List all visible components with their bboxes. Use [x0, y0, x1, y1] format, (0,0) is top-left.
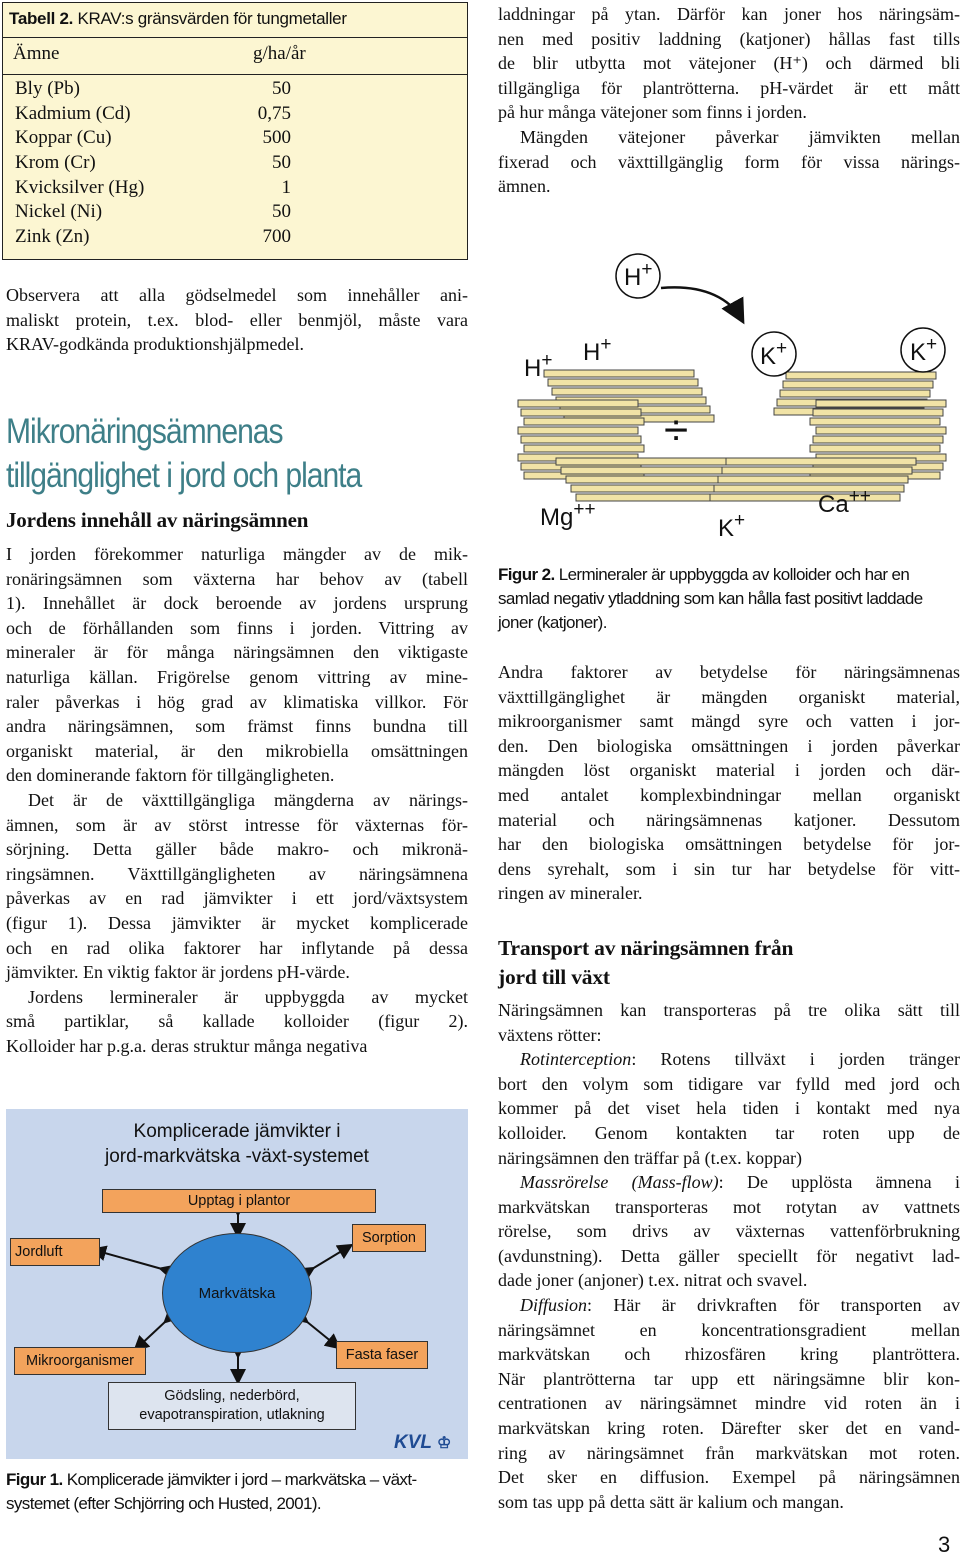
text-line: Andra faktorer av betydelse för näringsämnenas: [498, 662, 960, 682]
left-column: [6, 508, 468, 1058]
text-line: jämvikter. En viktig faktor är jordens pH-värde.: [6, 962, 350, 983]
ca-ion: Ca++: [818, 486, 871, 518]
colloid-plate: [521, 409, 641, 416]
text-line: har den biologiska omsättningen betydelse för jor-: [498, 834, 960, 855]
limit-value: 1: [281, 176, 291, 198]
text-line: markvätskan transporteras mot rotytan av vattnets: [498, 1196, 960, 1217]
k-ion-label: K+: [760, 338, 788, 370]
colloid-plate: [544, 370, 694, 377]
paragraph-rotinterception: [498, 1047, 960, 1170]
paragraph-andra-faktorer: [498, 660, 960, 906]
text-line: små partiklar, så kallade kolloider (figur 2).: [6, 1011, 468, 1032]
paragraph-diffusion: [498, 1293, 960, 1514]
figure-1-title: [6, 1119, 468, 1169]
table-row: [3, 201, 467, 226]
colloid-plate: [813, 409, 943, 416]
k-ion-bottom: K+: [718, 510, 746, 542]
paragraph-jordens-innehall: [6, 542, 468, 788]
colloid-plate: [718, 476, 908, 483]
subheading-jordens-innehall: Jordens innehåll av näringsämnen: [6, 508, 309, 532]
paragraph-massrorelse: [498, 1170, 960, 1293]
figure-1-title-line1: Komplicerade jämvikter i: [133, 1121, 341, 1142]
text-line: Diffusion: Här är drivkraften för transporten av: [520, 1295, 960, 1316]
kvl-logo-text: KVL: [394, 1432, 432, 1453]
text-line: centrationen av näringsämnet mindre vid roten än i: [498, 1393, 960, 1414]
right-column-bottom: [498, 660, 960, 1514]
text-line: näringsämnen den träffar på (t.ex. koppar): [498, 1147, 803, 1168]
text-line: Jordens lermineraler är uppbyggda av mycket: [28, 986, 468, 1007]
colloid-plate: [813, 436, 943, 443]
text-line: Kolloider har p.g.a. deras struktur många negativa: [6, 1035, 368, 1056]
kvl-logo: [394, 1432, 451, 1454]
figure-1-caption-line2: systemet (efter Schjörring och Husted, 2001).: [6, 1494, 322, 1513]
table-header: [3, 37, 467, 75]
element-name: Bly (Pb): [15, 78, 80, 99]
limit-value: 50: [272, 78, 291, 99]
text-line: (figur 1). Dessa jämvikter är mycket komplicerade: [6, 912, 468, 933]
h-ion-left: H+: [524, 350, 553, 382]
mikroorganismer-box: Mikroorganismer: [14, 1347, 146, 1375]
text-line: ringsämnen. Växttillgängligheten av näringsämnena: [6, 863, 468, 884]
paragraph-laddningar: [498, 2, 960, 125]
figure-1-caption-line1: Komplicerade jämvikter i jord – markvätska – växt-: [66, 1470, 417, 1489]
figure-2-caption: [498, 563, 960, 635]
text-line: som tas upp på detta sätt är kalium och mangan.: [498, 1491, 844, 1512]
text-line: de blir utbytta mot vätejoner (H⁺) och därmed bli: [498, 53, 960, 74]
colloid-plate: [783, 381, 933, 388]
table-caption: [9, 9, 347, 29]
text-line: mängden löst organiskt material i jorden och där-: [498, 760, 960, 781]
mg-ion: Mg++: [540, 499, 596, 531]
paragraph-vaxttillgangliga: [6, 788, 468, 985]
section-title-line2: tillgänglighet i jord och planta: [6, 456, 362, 495]
text-line: nen med positiv laddning (katjoner) hållas fast tills: [498, 28, 960, 49]
h-ion-mid: H+: [583, 334, 612, 366]
colloid-plate: [810, 418, 940, 425]
text-line: raler påverkas i hög grad av klimatiska villkor. För: [6, 691, 468, 712]
text-line: den. Den biologiska omsättningen i jorden påverkar: [498, 735, 960, 756]
subheading-transport-line1: Transport av näringsämnen från: [498, 935, 794, 960]
text-line: markvätskan kring roten. Därefter sker det en vand-: [498, 1418, 960, 1439]
text-line: Mängden vätejoner påverkar jämvikten mellan: [520, 126, 960, 147]
colloid-plate: [726, 458, 916, 465]
h-ion-top: H+: [624, 259, 653, 291]
text-line: tillgängliga för plantrötterna. pH-värdet är ett mått: [498, 77, 960, 98]
text-line: ämnen, som är av störst intresse för växternas för-: [6, 814, 468, 835]
text-line: När plantrötterna tar upp ett näringsämne blir kon-: [498, 1368, 960, 1389]
element-name: Kadmium (Cd): [15, 102, 131, 124]
subheading-transport-line2: jord till växt: [498, 964, 610, 989]
colloid-plate: [810, 445, 940, 452]
text-line: på hur många vätejoner som finns i jorden.: [498, 102, 807, 123]
text-line: kommer på det viset hela tiden i kontakt med nya: [498, 1098, 960, 1119]
table-row: [3, 103, 467, 128]
figure-2-caption-line1: Lermineraler är uppbyggda av kolloider och har en: [558, 565, 910, 584]
colloid-plate: [780, 390, 930, 397]
figure-2-diagram: [496, 250, 960, 550]
text-line: påverkas av en rad jämvikter i ett jord/växtsystem: [6, 888, 468, 909]
godsling-line1: Gödsling, nederbörd,: [164, 1388, 300, 1404]
colloid-plate: [518, 427, 638, 434]
colloid-plate: [566, 476, 736, 483]
text-line: den dominerande faktorn för tillgängligheten.: [6, 765, 335, 786]
table-row: [3, 78, 467, 103]
table-label: Tabell 2.: [9, 9, 74, 28]
text-line: (avdunstning). Detta gäller speciellt för negativt lad-: [498, 1245, 960, 1266]
section-title-line1: Mikronäringsämnenas: [6, 412, 283, 451]
figure-1-title-line2: jord-markvätska -växt-systemet: [105, 1146, 369, 1167]
paragraph-vatejoner: [498, 125, 960, 199]
text-line: ringen av mineraler.: [498, 883, 643, 904]
text-line: I jorden förekommer naturliga mängder av de mik-: [6, 544, 468, 564]
table-row: [3, 127, 467, 152]
fasta-faser-box: Fasta faser: [336, 1341, 428, 1369]
text-line: markvätskan och rhizosfären kring plantröttera.: [498, 1344, 960, 1365]
krav-note: [6, 283, 468, 357]
text-line: ring av näringsämnet från markvätskan mot roten.: [498, 1442, 960, 1463]
colloid-plate: [714, 485, 904, 492]
godsling-line2: evapotranspiration, utlakning: [139, 1406, 325, 1423]
text-line: Det är de växttillgängliga mängderna av närings-: [28, 789, 468, 810]
limit-value: 50: [272, 152, 291, 174]
colloid-plates: [518, 370, 946, 501]
table-body: [3, 78, 467, 251]
k-ion-right: K+: [910, 334, 938, 366]
text-line: och en rad olika faktorer har inflytande på dessa: [6, 937, 468, 958]
krav-note-text: [6, 283, 468, 357]
colloid-plate: [552, 388, 702, 395]
subheading-transport: [498, 934, 960, 992]
paragraph-lermineraler: [6, 985, 468, 1059]
text-line: växttillgänglighet är mängden organiskt material,: [498, 686, 960, 707]
godsling-box: [108, 1382, 356, 1430]
table-row: [3, 226, 467, 251]
page-number: 3: [938, 1532, 951, 1557]
text-line: kolloider. Genom kontakten tar roten upp de: [498, 1122, 960, 1143]
text-line: Observera att alla gödselmedel som innehåller ani-: [6, 285, 468, 305]
col-unit-header: g/ha/år: [253, 43, 306, 64]
colloid-plate: [816, 427, 946, 434]
text-line: organiskt material, är den mikrobiella omsättningen: [6, 740, 468, 761]
limit-value: 0,75: [257, 102, 291, 124]
text-line: 1). Innehållet är dock beroende av jordens ursprung: [6, 593, 468, 614]
element-name: Kvicksilver (Hg): [15, 176, 145, 198]
colloid-plate: [521, 436, 641, 443]
term: Massrörelse (Mass-flow): [520, 1172, 719, 1193]
paragraph-transport-intro: [498, 998, 960, 1047]
element-name: Koppar (Cu): [15, 127, 112, 149]
element-name: Krom (Cr): [15, 152, 96, 174]
figure-1-caption-label: Figur 1.: [6, 1470, 63, 1489]
colloid-plate: [518, 400, 638, 407]
limit-value: 50: [272, 201, 291, 223]
figure-2-caption-line2: samlad negativ ytladdning som kan hålla fast positivt laddade: [498, 589, 923, 608]
sorption-box: Sorption: [352, 1224, 426, 1252]
text-line: med antalet komplexbindningar mellan organiskt: [498, 784, 960, 805]
colloid-plate: [524, 445, 644, 452]
crown-icon: ♔: [436, 1435, 452, 1452]
text-line: Massrörelse (Mass-flow): De upplösta ämnena i: [520, 1172, 960, 1193]
element-name: Zink (Zn): [15, 226, 90, 248]
right-column-top: [498, 2, 960, 199]
table-row: [3, 152, 467, 177]
colloid-plate: [722, 467, 912, 474]
text-line: andra näringsämnen, som främst finns bundna till: [6, 716, 468, 737]
text-line: fixerad och växttillgänglig form för vissa närings-: [498, 151, 960, 172]
text-line: rörelse, som drivs av växternas vattenförbrukning: [498, 1221, 960, 1242]
text-line: Det sker en diffusion. Exempel på näringsämnen: [498, 1467, 960, 1488]
colloid-plate: [786, 372, 936, 379]
figure-2-caption-label: Figur 2.: [498, 565, 555, 584]
colloid-plate: [561, 467, 731, 474]
term: Diffusion: [520, 1295, 588, 1316]
limit-value: 700: [262, 226, 291, 248]
text-line: naturliga källan. Frigörelse genom vittring av mine-: [6, 666, 468, 687]
text-line: laddningar på ytan. Därför kan joner hos näringsäm-: [498, 4, 960, 24]
col-element-header: Ämne: [13, 43, 60, 64]
text-line: ämnen.: [498, 176, 551, 197]
figure-1-diagram: [6, 1109, 468, 1459]
figure-1-caption: [6, 1468, 476, 1516]
text-line: material och näringsämnenas katjoner. Dessutom: [498, 809, 960, 830]
limit-value: 500: [262, 127, 291, 149]
term: Rotinterception: [520, 1049, 632, 1070]
table-2: [2, 2, 468, 260]
text-line: växtens rötter:: [498, 1024, 602, 1045]
text-line: och de förhållanden som finns i jorden. Vittring av: [6, 617, 468, 638]
text-line: Näringsämnen kan transporteras på tre olika sätt till: [498, 999, 960, 1020]
colloid-plate: [710, 494, 900, 501]
text-line: KRAV-godkända produktionshjälpmedel.: [6, 334, 304, 355]
text-line: dens syrehalt, som i sin tur har betydelse för vitt-: [498, 858, 960, 879]
text-line: näringsämnet en koncentrationsgradient mellan: [498, 1319, 960, 1340]
colloid-plate: [548, 379, 698, 386]
text-line: dade joner (anjoner) t.ex. nitrat och svavel.: [498, 1270, 808, 1291]
jordluft-box: Jordluft: [10, 1238, 100, 1266]
text-line: sörjning. Detta gäller både makro- och mikronä-: [6, 839, 468, 860]
markvatska-ellipse: Markvätska: [162, 1233, 312, 1353]
element-name: Nickel (Ni): [15, 201, 103, 223]
figure-2-caption-line3: joner (katjoner).: [498, 613, 607, 632]
negative-charge-symbol: ÷: [664, 406, 689, 455]
section-title: [6, 410, 470, 498]
table-caption-text: KRAV:s gränsvärden för tungmetaller: [77, 9, 347, 28]
text-line: mineraler är för många näringsämnen den viktigaste: [6, 642, 468, 663]
colloid-plate: [816, 400, 946, 407]
upptag-box: Upptag i plantor: [102, 1189, 376, 1213]
text-line: mikroorganismer samt mängd syre och vatten i jor-: [498, 711, 960, 732]
table-row: [3, 177, 467, 202]
colloid-plate: [556, 458, 726, 465]
text-line: maliskt protein, t.ex. blod- eller benmjöl, måste vara: [6, 309, 468, 330]
text-line: Rotinterception: Rotens tillväxt i jorden tränger: [520, 1049, 960, 1070]
text-line: bort den volym som tidigare var fylld med jord och: [498, 1073, 960, 1094]
text-line: ronäringsämnen som växterna har behov av (tabell: [6, 568, 468, 589]
exchange-arrow: [661, 287, 742, 320]
colloid-plate: [524, 418, 644, 425]
